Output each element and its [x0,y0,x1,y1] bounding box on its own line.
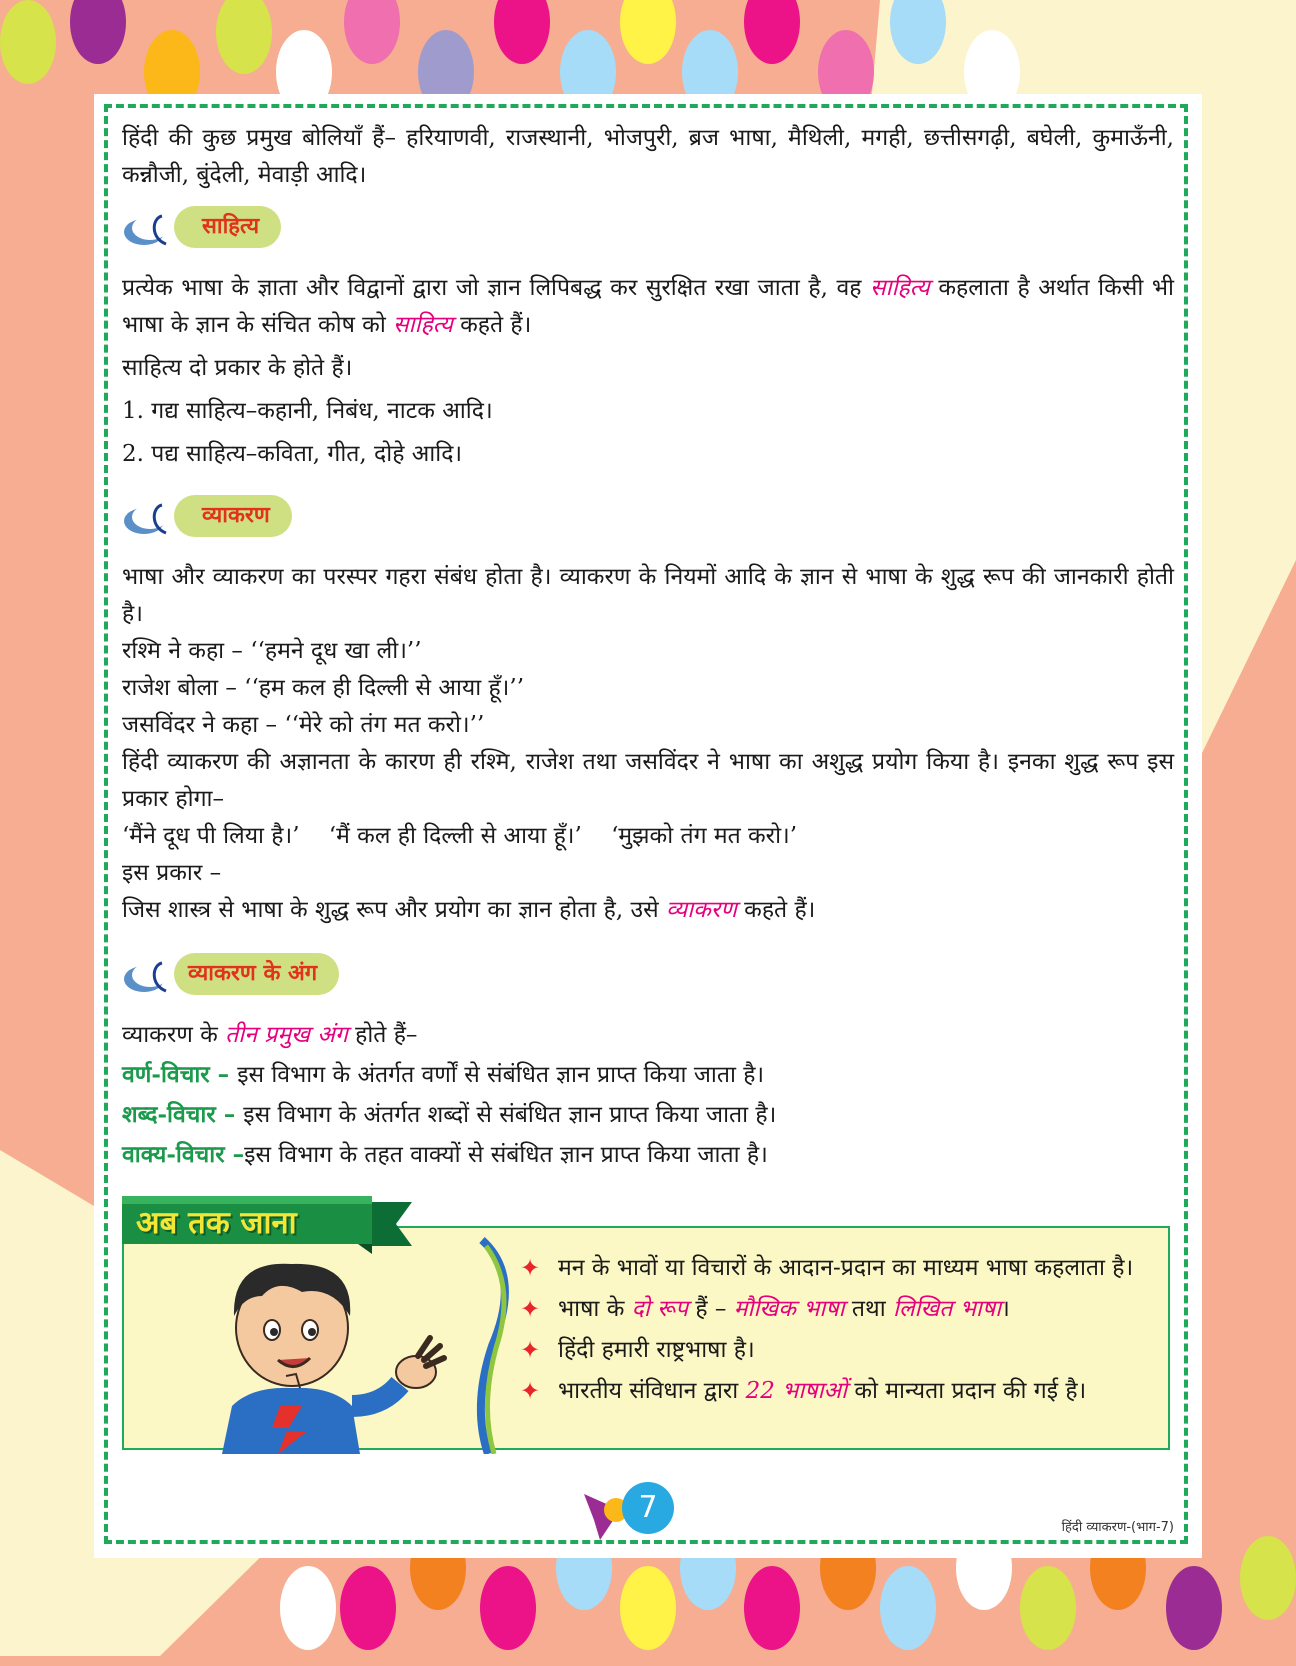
sahitya-type-1: 1. गद्य साहित्य–कहानी, निबंध, नाटक आदि। [122,398,493,424]
vyakaran-definition: जिस शास्त्र से भाषा के शुद्ध रूप और प्रयोग का ज्ञान होता है, उसे व्याकरण कहते हैं। [122,897,816,923]
swirl-icon [122,501,182,537]
summary-point: ✦ हिंदी हमारी राष्ट्रभाषा है। [520,1332,1150,1369]
example-rajesh: राजेश बोला – ‘‘हम कल ही दिल्ली से आया हूँ।’’ [122,675,525,701]
thus-line: इस प्रकार – [122,860,222,886]
heading-title: साहित्य [174,206,281,248]
ang-intro: व्याकरण के तीन प्रमुख अंग होते हैं– [122,1022,418,1048]
heading-title: व्याकरण के अंग [174,953,339,995]
summary-section [122,1196,1172,1454]
sahitya-types-intro: साहित्य दो प्रकार के होते हैं। [122,355,353,381]
heading-vyakaran [122,493,1174,543]
summary-banner-title: अब तक जाना [136,1205,297,1241]
page-number: 7 [622,1482,674,1534]
bottom-dots-decoration [0,1556,1296,1666]
ang-item: वर्ण-विचार – इस विभाग के अंतर्गत वर्णों से संबंधित ज्ञान प्राप्त किया जाता है। [122,1061,765,1088]
swirl-icon [122,959,182,995]
example-jasvinder: जसविंदर ने कहा – ‘‘मेरे को तंग मत करो।’’ [122,712,485,738]
intro-paragraph: हिंदी की कुछ प्रमुख बोलियाँ हैं– हरियाणवी, राजस्थानी, भोजपुरी, ब्रज भाषा, मैथिली, मगही, छत्तीसगढ़ी, बघेली, कुमाऊँनी, कन्नौजी, बुंदेली, मेवाड़ी आदि। [122,125,1174,188]
heading-title: व्याकरण [174,495,292,537]
top-dots-decoration [0,0,1296,90]
page-content [122,120,1174,1174]
swirl-icon [122,212,182,248]
vyakaran-paragraph-2: हिंदी व्याकरण की अज्ञानता के कारण ही रश्मि, राजेश तथा जसविंदर ने भाषा का अशुद्ध प्रयोग किया है। इनका शुद्ध रूप इस प्रकार होगा– [122,749,1174,812]
sahitya-type-2: 2. पद्य साहित्य–कविता, गीत, दोहे आदि। [122,441,463,467]
star-bullet-icon: ✦ [520,1377,541,1405]
summary-point: ✦ मन के भावों या विचारों के आदान-प्रदान का माध्यम भाषा कहलाता है। [520,1250,1150,1287]
ang-item: वाक्य-विचार –इस विभाग के तहत वाक्यों से संबंधित ज्ञान प्राप्त किया जाता है। [122,1141,768,1168]
correct-forms: ‘मैंने दूध पी लिया है।’ ‘मैं कल ही दिल्ली से आया हूँ।’ ‘मुझको तंग मत करो।’ [122,823,798,849]
summary-point: ✦ भारतीय संविधान द्वारा 22 भाषाओं को मान्यता प्रदान की गई है। [520,1373,1150,1410]
heading-sahitya [122,204,1174,254]
boy-illustration [182,1256,462,1454]
heading-ang [122,951,1174,1001]
example-rashmi: रश्मि ने कहा – ‘‘हमने दूध खा ली।’’ [122,638,422,664]
feather-decoration [462,1236,522,1454]
star-bullet-icon: ✦ [520,1336,541,1364]
sahitya-definition: प्रत्येक भाषा के ज्ञाता और विद्वानों द्वारा जो ज्ञान लिपिबद्ध कर सुरक्षित रखा जाता है, वह साहित्य कहलाता है अर्थात किसी भी भाषा के ज्ञान के संचित कोष को साहित्य कहते हैं। [122,275,1175,338]
summary-points [520,1250,1150,1414]
summary-point: ✦ भाषा के दो रूप हैं – मौखिक भाषा तथा लिखित भाषा। [520,1291,1150,1328]
vyakaran-paragraph-1: भाषा और व्याकरण का परस्पर गहरा संबंध होता है। व्याकरण के नियमों आदि के ज्ञान से भाषा के शुद्ध रूप की जानकारी होती है। [122,564,1174,627]
footer-book-title: हिंदी व्याकरण-(भाग-7) [1061,1520,1174,1535]
ang-item: शब्द-विचार – इस विभाग के अंतर्गत शब्दों से संबंधित ज्ञान प्राप्त किया जाता है। [122,1101,777,1128]
star-bullet-icon: ✦ [520,1254,541,1282]
star-bullet-icon: ✦ [520,1295,541,1323]
